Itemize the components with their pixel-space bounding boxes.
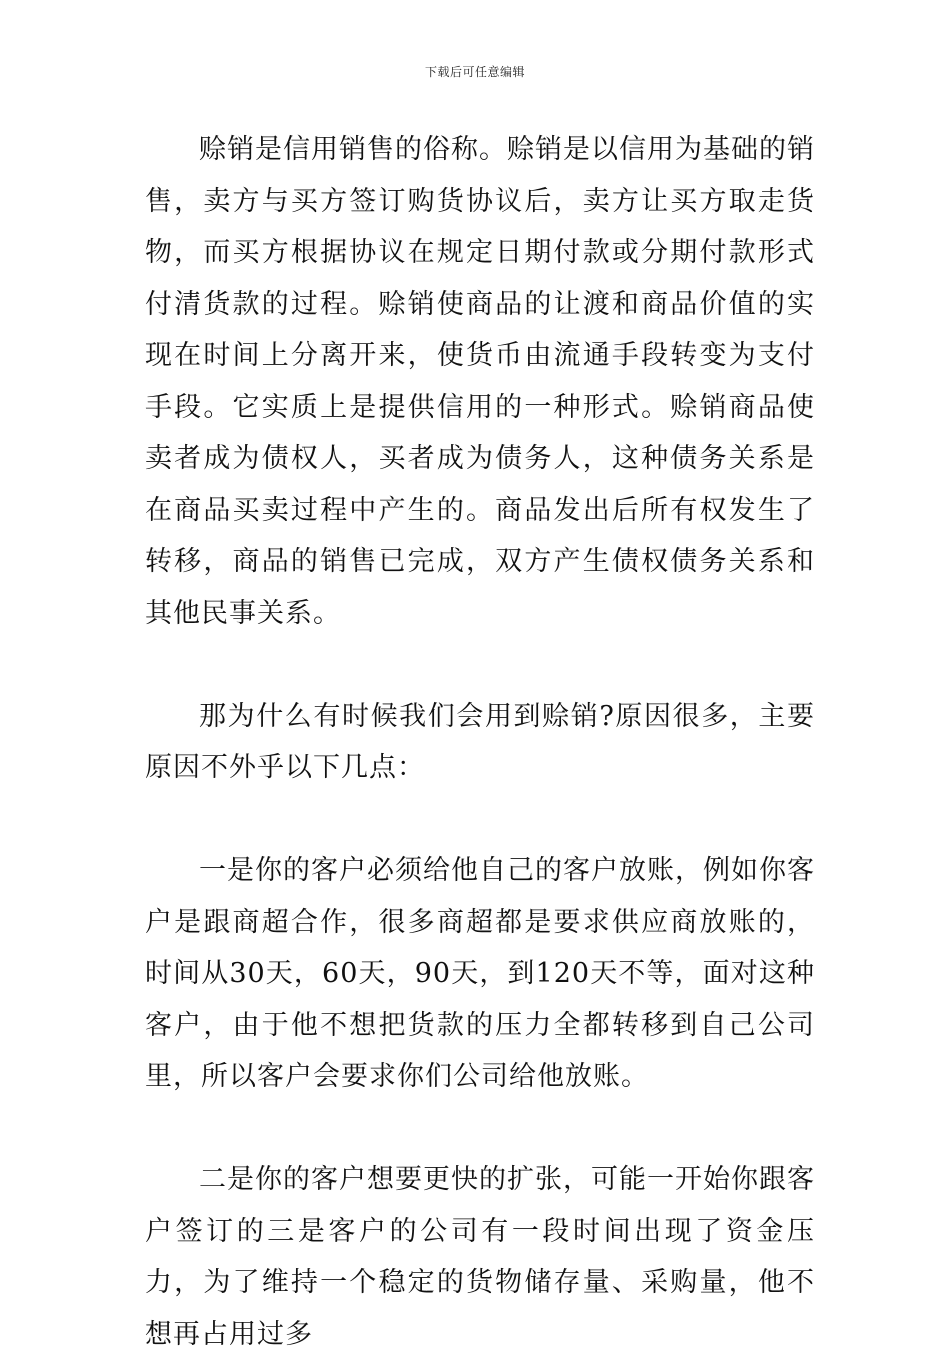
body-text [145, 124, 815, 1360]
paragraph-reasons-intro: 那为什么有时候我们会用到赊销?原因很多，主要原因不外乎以下几点： [145, 700, 815, 783]
paragraph-gap [145, 1103, 815, 1155]
paragraph-gap [145, 639, 815, 691]
paragraph-definition: 赊销是信用销售的俗称。赊销是以信用为基础的销售，卖方与买方签订购货协议后，卖方让买方取走货物，而买方根据协议在规定日期付款或分期付款形式付清货款的过程。赊销使商品的让渡和商品价值的实现在时间上分离开来，使货币由流通手段转变为支付手段。它实质上是提供信用的一种形式。赊销商品使卖者成为债权人，买者成为债务人，这种债务关系是在商品买卖过程中产生的。商品发出后所有权发生了转移，商品的销售已完成，双方产生债权债务关系和其他民事关系。 [145, 134, 815, 629]
paragraph-gap [145, 794, 815, 846]
paragraph-reason-one: 一是你的客户必须给他自己的客户放账，例如你客户是跟商超合作，很多商超都是要求供应商放账的，时间从30天，60天，90天，到120天不等，面对这种客户，由于他不想把货款的压力全都转移到自己公司里，所以客户会要求你们公司给他放账。 [145, 855, 815, 1092]
header-note: 下载后可任意编辑 [424, 65, 525, 79]
paragraph-reason-two: 二是你的客户想要更快的扩张，可能一开始你跟客户签订的三是客户的公司有一段时间出现了资金压力，为了维持一个稳定的货物储存量、采购量，他不想再占用过多 [145, 1164, 815, 1350]
